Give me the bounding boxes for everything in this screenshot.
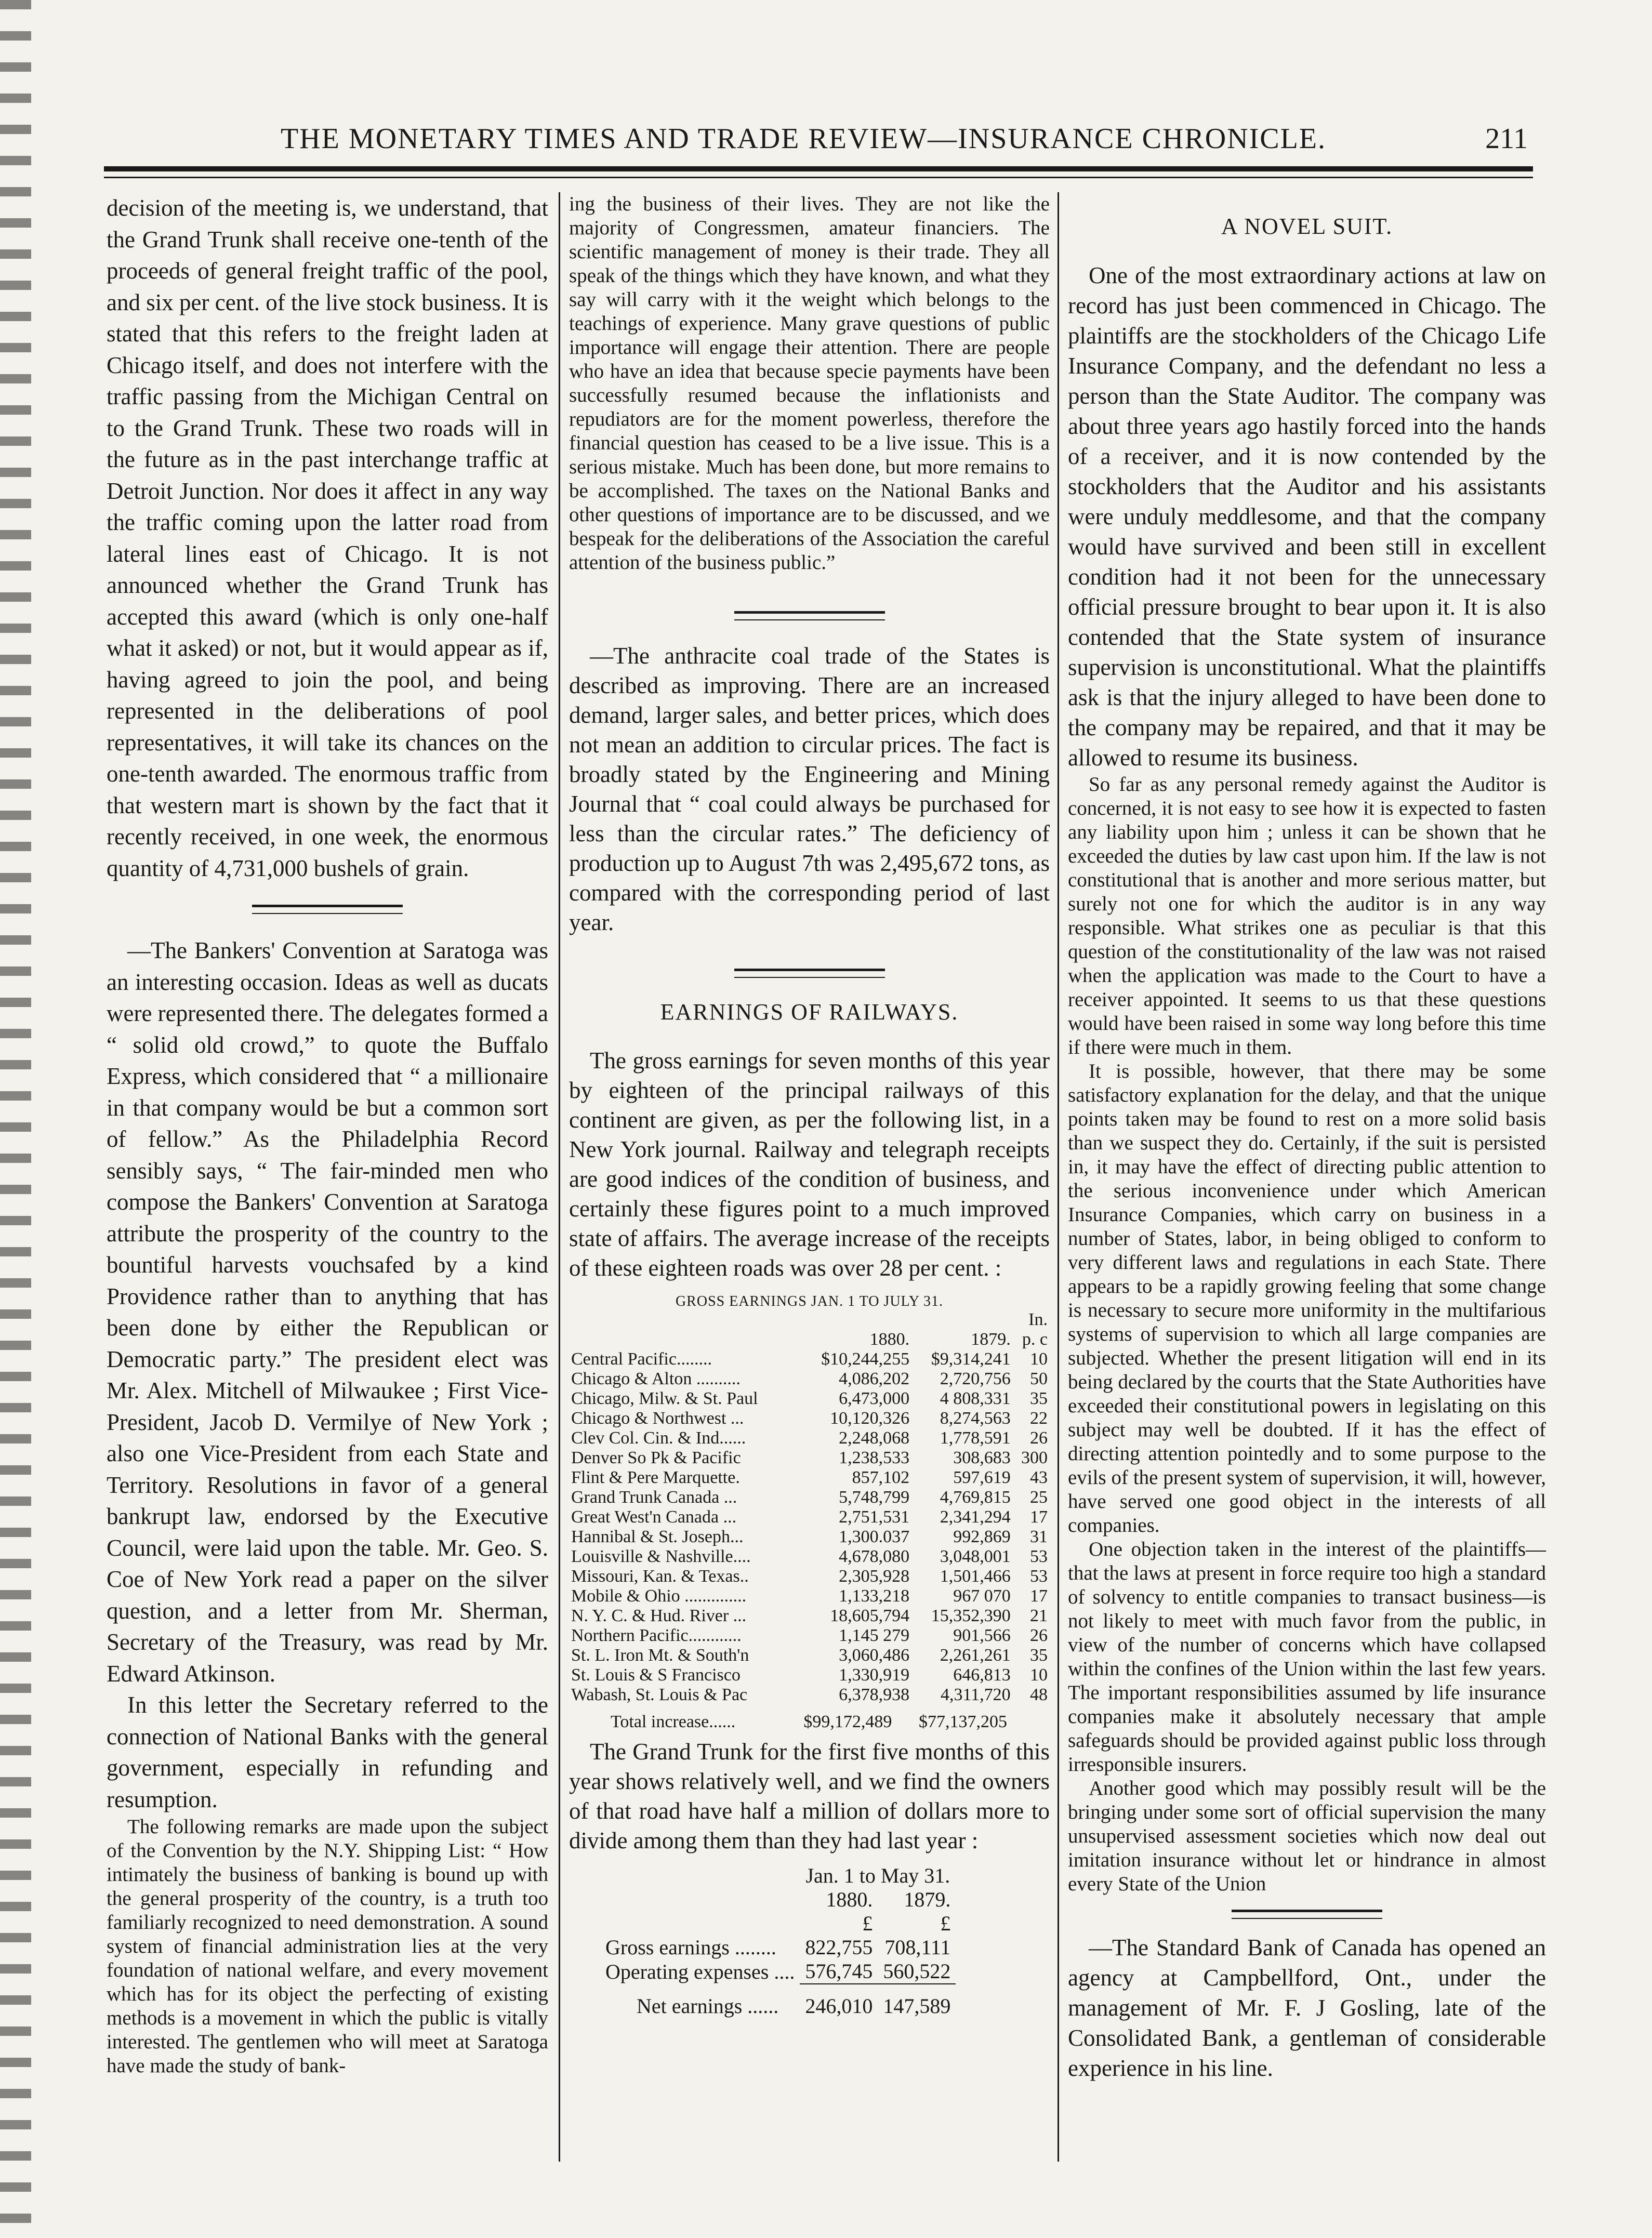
- section-title-novel-suit: A NOVEL SUIT.: [1221, 214, 1393, 239]
- gt-currency-1880: £: [862, 1912, 873, 1935]
- earnings-1880: 1,300.037: [839, 1527, 910, 1546]
- earnings-table-header: [569, 1310, 1050, 1330]
- standard-bank-paragraph: —The Standard Bank of Canada has opened an agency at Campbellford, Ont., under the management of Mr. F. J Gosling, late of the Consolidated Bank, a gentleman of considerable experience in his line.: [1068, 1935, 1546, 2081]
- gt-period: Jan. 1 to May 31.: [805, 1864, 950, 1887]
- section-divider: [252, 905, 403, 914]
- increase-percent: 53: [1030, 1547, 1048, 1566]
- earnings-table-row: [569, 1646, 1050, 1665]
- total-1880: $99,172,489: [803, 1712, 892, 1731]
- railway-name: Grand Trunk Canada ...: [571, 1488, 737, 1507]
- earnings-intro-paragraph: The gross earnings for seven months of this year by eighteen of the principal railways of this continent are given, as per the following list, in a New York journal. Railway and telegraph receipts are good indices of the condition of business, and certainly these figures point to a much improved state of affairs. The average increase of the receipts of these eighteen roads was over 28 per cent. :: [569, 1048, 1050, 1281]
- railway-name: Wabash, St. Louis & Pac: [571, 1685, 748, 1704]
- gt-net-1879: 147,589: [883, 1994, 951, 2018]
- novel-suit-intro-paragraph: One of the most extraordinary actions at law on record has just been commenced in Chicago. The plaintiffs are the stockholders of the Chicago Life Insurance Company, and the defendant no less a person than the State Auditor. The company was about three years ago hastily forced into the hands of a receiver, and it is now contended by the stockholders that the Auditor and his assistants were unduly meddlesome, and that the company would have survived and been still in excellent condition had it not been for the unnecessary official pressure brought to bear upon it. It is also contended that the State system of insurance supervision is unconstitutional. What the plaintiffs ask is that the injury alleged to have been done to the company may be repaired, and that it may be allowed to resume its business.: [1068, 262, 1546, 771]
- gt-currency-1879: £: [940, 1912, 951, 1935]
- publication-title: THE MONETARY TIMES AND TRADE REVIEW—INSURANCE CHRONICLE.: [281, 123, 1327, 155]
- earnings-table-row: [569, 1665, 1050, 1685]
- earnings-1880: 10,120,326: [830, 1409, 910, 1428]
- earnings-table-row: [569, 1586, 1050, 1606]
- shipping-list-continuation: ing the business of their lives. They are not like the majority of Congressmen, amateur financiers. The scientific management of money is their trade. They all speak of the things which they have known, and what they say will carry with it the weight which belongs to the teachings of experience. Many grave questions of public importance will engage their attention. There are people who have an idea that because specie payments have been successfully resumed because the inflationists and repudiators are for the moment powerless, therefore the financial question has ceased to be a live issue. This is a serious mistake. Much has been done, but more remains to be accomplished. The taxes on the National Banks and other questions of importance are to be discussed, and we bespeak for the deliberations of the Association the careful attention of the business public.”: [569, 193, 1050, 574]
- increase-percent: 26: [1030, 1626, 1048, 1645]
- railway-name: Louisville & Nashville....: [571, 1547, 751, 1566]
- earnings-1880: 4,678,080: [839, 1547, 910, 1566]
- railway-name: Northern Pacific............: [571, 1626, 742, 1645]
- auditor-paragraph: So far as any personal remedy against the Auditor is concerned, it is not easy to see how it is expected to fasten any liability upon him ; unless it can be shown that he exceeded the duties by law cast upon him. If the law is not constitutional that is another and more serious matter, but surely not one for which the auditor is in any way responsible. What strikes one as peculiar is that this question of the constitutionality of the law was not raised when the application was made to the Court to have a receiver appointed. It seems to us that these questions would have been raised in some way long before this time if there were much in them.: [1068, 773, 1546, 1058]
- railway-name: St. L. Iron Mt. & South'n: [571, 1646, 749, 1665]
- railway-name: Chicago & Alton ..........: [571, 1369, 741, 1388]
- earnings-1879: 2,720,756: [940, 1369, 1011, 1388]
- increase-percent: 25: [1030, 1488, 1048, 1507]
- earnings-1879: 992,869: [953, 1527, 1011, 1546]
- increase-percent: 43: [1030, 1468, 1048, 1487]
- earnings-1880: 2,751,531: [839, 1507, 910, 1527]
- column-left: [107, 192, 548, 2167]
- earnings-table-row: [569, 1468, 1050, 1488]
- earnings-1879: 1,778,591: [940, 1428, 1011, 1448]
- railway-name: Chicago & Northwest ...: [571, 1409, 744, 1428]
- earnings-1880: 1,238,533: [839, 1448, 910, 1467]
- gt-row-net: [600, 1994, 956, 2018]
- earnings-1879: 308,683: [953, 1448, 1011, 1467]
- earnings-1879: 3,048,001: [940, 1547, 1011, 1566]
- earnings-table-row: [569, 1685, 1050, 1705]
- page-header: [109, 122, 1528, 158]
- earnings-table-row: [569, 1507, 1050, 1527]
- earnings-1880: 3,060,486: [839, 1646, 910, 1665]
- header-increase-bottom: p. c: [1022, 1330, 1048, 1349]
- increase-percent: 26: [1030, 1428, 1048, 1448]
- earnings-table-header: [569, 1330, 1050, 1349]
- railway-name: Hannibal & St. Joseph...: [571, 1527, 744, 1546]
- increase-percent: 300: [1021, 1448, 1048, 1467]
- earnings-table-row: [569, 1488, 1050, 1507]
- gt-net-label: Net earnings ......: [637, 1994, 779, 2018]
- earnings-1880: 2,248,068: [839, 1428, 910, 1448]
- increase-percent: 10: [1030, 1665, 1048, 1685]
- increase-percent: 35: [1030, 1646, 1048, 1665]
- earnings-1880: $10,244,255: [821, 1349, 910, 1369]
- shipping-list-paragraph: The following remarks are made upon the subject of the Convention by the N.Y. Shipping List: “ How intimately the business of banking is bound up with the general prosperity of the country, is a truth too familiarly recognized to need demonstration. A sound system of financial administration lies at the very foundation of national welfare, and every movement which has for its object the perfecting of existing methods is a movement in which the public is vitally interested. The gentlemen who will meet at Saratoga have made the study of bank-: [107, 1816, 548, 2077]
- earnings-table-row: [569, 1527, 1050, 1547]
- header-1879: 1879.: [971, 1330, 1011, 1349]
- increase-percent: 31: [1030, 1527, 1048, 1546]
- earnings-1880: 1,133,218: [839, 1586, 910, 1606]
- railway-name: N. Y. C. & Hud. River ...: [571, 1606, 747, 1625]
- earnings-table-row: [569, 1547, 1050, 1567]
- increase-percent: 17: [1030, 1586, 1048, 1606]
- objection-paragraph: One objection taken in the interest of the plaintiffs—that the laws at present in force require too high a standard of solvency to entitle companies to transact business—is not likely to meet with much favor from the public, in view of the number of concerns which have collapsed within the confines of the Union within the last few years. The important responsibilities assumed by life insurance companies make it absolutely necessary that ample safeguards should be provided against public loss through irresponsible insurers.: [1068, 1538, 1546, 1776]
- gt-row-label: Gross earnings ........: [605, 1936, 776, 1959]
- gt-row-gross: [600, 1936, 956, 1959]
- explanation-paragraph: It is possible, however, that there may be some satisfactory explanation for the delay, and that the unique points taken may be found to rest on a more solid basis than we suspect they do. Certainly, if the suit is persisted in, it may have the effect of directing public attention to the serious inconvenience under which American Insurance Companies, which carry on business in a number of States, labor, in being obliged to conform to very different laws and regulations in each State. There appears to be a rapidly growing feeling that some change is necessary to secure more uniformity in the multifarious systems of supervision to which all large companies are subjected. Whether the present litigation will end in its being declared by the courts that the State Authorities have exceeded their constitutional powers in legislating on this subject may well be doubted. If it has the effect of directing attention pointedly and to some purpose to the evils of the present system of supervision, it will, however, have served one good object in the interests of all companies.: [1068, 1060, 1546, 1537]
- earnings-1880: 4,086,202: [839, 1369, 910, 1388]
- earnings-1879: 597,619: [953, 1468, 1011, 1487]
- grand-trunk-months-paragraph: The Grand Trunk for the first five months of this year shows relatively well, and we find the owners of that road have half a million of dollars more to divide among them than they had last year :: [569, 1739, 1050, 1853]
- earnings-1880: 5,748,799: [839, 1488, 910, 1507]
- earnings-1879: 8,274,563: [940, 1409, 1011, 1428]
- anthracite-coal-paragraph: —The anthracite coal trade of the States is described as improving. There are an increased demand, larger sales, and better prices, which does not mean an addition to circular prices. The fact is broadly stated by the Engineering and Mining Journal that “ coal could always be purchased for less than the circular rates.” The deficiency of production up to August 7th was 2,495,672 tons, as compared with the corresponding period of last year.: [569, 643, 1050, 935]
- increase-percent: 35: [1030, 1389, 1048, 1408]
- gt-header-1880: 1880.: [826, 1888, 873, 1911]
- section-divider: [1232, 1910, 1382, 1919]
- increase-percent: 50: [1030, 1369, 1048, 1388]
- railway-name: Mobile & Ohio ..............: [571, 1586, 747, 1606]
- earnings-1879: 15,352,390: [931, 1606, 1011, 1625]
- increase-percent: 48: [1030, 1685, 1048, 1704]
- railway-name: Flint & Pere Marquette.: [571, 1468, 740, 1487]
- earnings-1880: 6,378,938: [839, 1685, 910, 1704]
- railway-name: Missouri, Kan. & Texas..: [571, 1567, 749, 1586]
- header-1880: 1880.: [869, 1330, 910, 1349]
- earnings-1880: 18,605,794: [830, 1606, 910, 1625]
- earnings-1879: 2,261,261: [940, 1646, 1011, 1665]
- column-rule-2: [1058, 192, 1059, 2162]
- column-rule-1: [559, 192, 560, 2162]
- earnings-table-row: [569, 1389, 1050, 1409]
- gt-row-1880: 576,745: [800, 1959, 878, 1984]
- gt-row-1879: 560,522: [878, 1959, 956, 1984]
- gt-net-1880: 246,010: [805, 1994, 873, 2018]
- railway-name: Chicago, Milw. & St. Paul: [571, 1389, 758, 1408]
- earnings-table-row: [569, 1369, 1050, 1389]
- earnings-1880: 2,305,928: [839, 1567, 910, 1586]
- earnings-1879: 646,813: [953, 1665, 1011, 1685]
- increase-percent: 22: [1030, 1409, 1048, 1428]
- railway-name: Clev Col. Cin. & Ind......: [571, 1428, 746, 1448]
- increase-percent: 21: [1030, 1606, 1048, 1625]
- earnings-1880: 1,145 279: [839, 1626, 910, 1645]
- gt-row-1880: 822,755: [805, 1936, 873, 1959]
- earnings-table-row: [569, 1349, 1050, 1369]
- earnings-table-row: [569, 1626, 1050, 1646]
- column-middle: [569, 192, 1050, 2182]
- railway-name: Central Pacific........: [571, 1349, 712, 1369]
- section-title-earnings: EARNINGS OF RAILWAYS.: [660, 999, 959, 1025]
- earnings-table-row: [569, 1409, 1050, 1428]
- supervision-paragraph: Another good which may possibly result will be the bringing under some sort of official supervision the many unsupervised assessment societies which now deal out imitation insurance without let or hindrance in almost every State of the Union: [1068, 1777, 1546, 1895]
- header-rule-thin: [104, 177, 1533, 178]
- total-label: Total increase......: [611, 1712, 736, 1731]
- gt-row-label: Operating expenses ....: [605, 1959, 795, 1983]
- earnings-total: [569, 1712, 1050, 1732]
- earnings-1880: 857,102: [852, 1468, 910, 1487]
- earnings-1879: 4 808,331: [940, 1389, 1011, 1408]
- earnings-1879: 4,769,815: [940, 1488, 1011, 1507]
- section-divider: [734, 969, 885, 978]
- earnings-table-row: [569, 1567, 1050, 1586]
- page-binding-edge: [0, 0, 31, 2238]
- gt-header-1879: 1879.: [904, 1888, 951, 1911]
- earnings-1880: 6,473,000: [839, 1389, 910, 1408]
- earnings-1880: 1,330,919: [839, 1665, 910, 1685]
- increase-percent: 10: [1030, 1349, 1048, 1369]
- earnings-1879: 967 070: [953, 1586, 1011, 1606]
- increase-percent: 17: [1030, 1507, 1048, 1527]
- secretary-letter-paragraph: In this letter the Secretary referred to the connection of National Banks with the general government, especially in refunding and resumption.: [107, 1692, 548, 1812]
- header-rule-thick: [104, 166, 1533, 171]
- grand-trunk-table: [600, 1864, 956, 2018]
- header-increase-top: In.: [1028, 1310, 1048, 1329]
- bankers-convention-paragraph: —The Bankers' Convention at Saratoga was an interesting occasion. Ideas as well as ducats were represented there. The delegates formed a “ solid old crowd,” to quote the Buffalo Express, which considered that “ a millionaire in that company would be but a common sort of fellow.” As the Philadelphia Record sensibly says, “ The fair-minded men who compose the Bankers' Convention at Saratoga attribute the prosperity of the country to the bountiful harvests vouchsafed by a kind Providence rather than to anything that has been done by either the Republican or Democratic party.” The president elect was Mr. Alex. Mitchell of Milwaukee ; First Vice-President, Jacob D. Vermilye of New York ; also one Vice-President from each State and Territory. Resolutions in favor of a general bankrupt law, endorsed by the Executive Council, were laid upon the table. Mr. Geo. S. Coe of New York read a paper on the silver question, and a letter from Mr. Sherman, Secretary of the Treasury, was read by Mr. Edward Atkinson.: [107, 937, 548, 1687]
- earnings-table-row: [569, 1606, 1050, 1626]
- earnings-table-caption: GROSS EARNINGS JAN. 1 TO JULY 31.: [675, 1293, 944, 1309]
- railway-name: Great West'n Canada ...: [571, 1507, 737, 1527]
- total-row: [569, 1712, 1050, 1732]
- total-1879: $77,137,205: [919, 1712, 1007, 1731]
- section-divider: [734, 611, 885, 620]
- earnings-1879: $9,314,241: [931, 1349, 1011, 1369]
- earnings-table-row: [569, 1448, 1050, 1468]
- gt-row-1879: 708,111: [884, 1936, 951, 1959]
- increase-percent: 53: [1030, 1567, 1048, 1586]
- railway-name: St. Louis & S Francisco: [571, 1665, 741, 1685]
- earnings-1879: 4,311,720: [940, 1685, 1011, 1704]
- earnings-1879: 901,566: [953, 1626, 1011, 1645]
- earnings-1879: 2,341,294: [940, 1507, 1011, 1527]
- page-number: 211: [1485, 123, 1528, 155]
- earnings-table-row: [569, 1428, 1050, 1448]
- gt-row-expenses: [600, 1959, 956, 1984]
- railway-name: Denver So Pk & Pacific: [571, 1448, 741, 1467]
- earnings-table: [569, 1310, 1050, 1705]
- grand-trunk-paragraph: decision of the meeting is, we understand, that the Grand Trunk shall receive one-tenth of the proceeds of general freight traffic of the pool, and six per cent. of the live stock business. It is stated that this refers to the freight laden at Chicago itself, and does not interfere with the traffic passing from the Michigan Central on to the Grand Trunk. These two roads will in the future as in the past interchange traffic at Detroit Junction. Nor does it affect in any way the traffic coming upon the latter road from lateral lines east of Chicago. It is not announced whether the Grand Trunk has accepted this award (which is only one-half what it asked) or not, but it would appear as if, having agreed to join the pool, and being represented in the deliberations of pool representatives, it will take its chances on the one-tenth awarded. The enormous traffic from that western mart is shown by the fact that it recently received, in one week, the enormous quantity of 4,731,000 bushels of grain.: [107, 195, 548, 881]
- earnings-1879: 1,501,466: [940, 1567, 1011, 1586]
- column-right: [1068, 192, 1546, 2182]
